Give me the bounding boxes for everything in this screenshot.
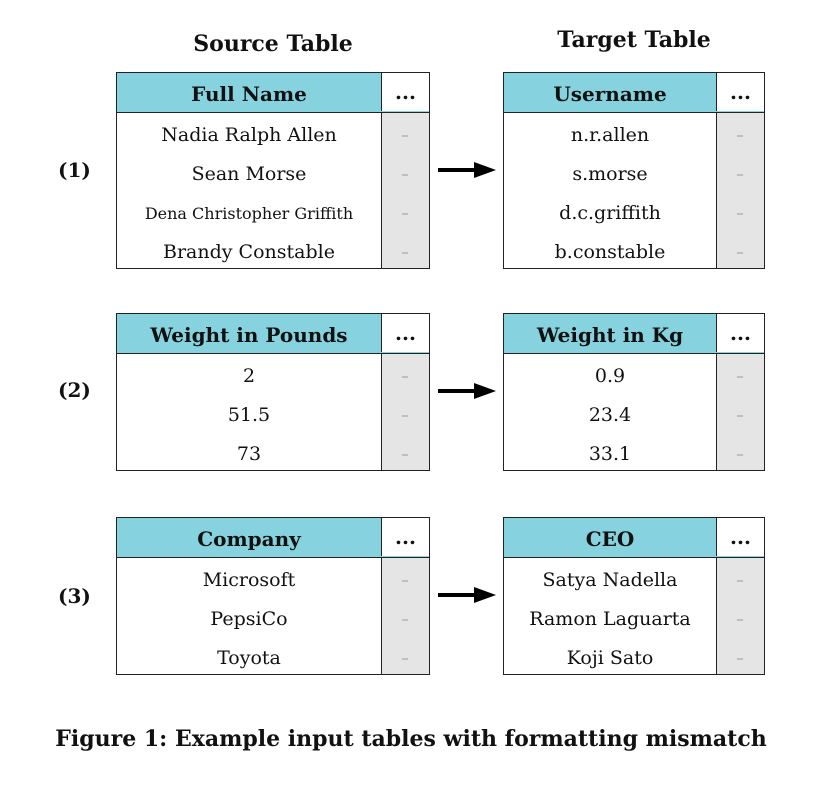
placeholder-dash: – <box>401 571 409 589</box>
row-label: (3) <box>58 584 91 608</box>
row-label: (1) <box>58 158 91 182</box>
column-header: Username <box>553 82 667 106</box>
column-header: CEO <box>585 527 635 551</box>
row-label: (2) <box>58 378 91 402</box>
placeholder-dash: – <box>736 126 744 144</box>
more-columns-header: ... <box>381 73 429 111</box>
placeholder-dash: – <box>736 406 744 424</box>
source-table-title: Source Table <box>193 31 353 57</box>
more-columns-header: ... <box>716 314 764 352</box>
table-cell: 2 <box>242 365 256 387</box>
table-cell: Dena Christopher Griffith <box>144 204 354 223</box>
placeholder-dash: – <box>401 165 409 183</box>
table-cell: n.r.allen <box>570 124 650 146</box>
more-columns-header: ... <box>381 314 429 352</box>
table-cell: 0.9 <box>594 365 626 387</box>
placeholder-dash: – <box>736 243 744 261</box>
target-table <box>503 313 765 471</box>
table-cell: PepsiCo <box>210 608 288 630</box>
placeholder-dash: – <box>736 367 744 385</box>
target-table <box>503 72 765 269</box>
column-header: Full Name <box>191 82 307 106</box>
table-cell: Toyota <box>217 647 281 669</box>
placeholder-dash: – <box>736 204 744 222</box>
table-cell: Sean Morse <box>191 163 307 185</box>
source-table <box>116 517 430 675</box>
table-cell: Ramon Laguarta <box>529 608 691 630</box>
table-cell: Microsoft <box>202 569 296 591</box>
table-cell: 73 <box>236 443 262 465</box>
table-cell: 51.5 <box>227 404 271 426</box>
more-columns-header: ... <box>381 518 429 556</box>
placeholder-dash: – <box>736 649 744 667</box>
placeholder-dash: – <box>401 445 409 463</box>
figure-caption: Figure 1: Example input tables with formatting mismatch <box>55 726 767 752</box>
placeholder-dash: – <box>401 243 409 261</box>
source-table <box>116 72 430 269</box>
placeholder-dash: – <box>401 610 409 628</box>
placeholder-dash: – <box>736 571 744 589</box>
source-table <box>116 313 430 471</box>
arrow-right-icon <box>438 587 496 603</box>
placeholder-dash: – <box>401 126 409 144</box>
column-header: Weight in Kg <box>536 323 684 347</box>
column-header: Company <box>197 527 301 551</box>
table-cell: 33.1 <box>588 443 632 465</box>
placeholder-dash: – <box>401 367 409 385</box>
table-cell: b.constable <box>554 241 666 263</box>
table-cell: 23.4 <box>588 404 632 426</box>
more-columns-header: ... <box>716 518 764 556</box>
table-cell: Brandy Constable <box>163 241 335 263</box>
table-cell: s.morse <box>572 163 648 185</box>
table-cell: d.c.griffith <box>559 202 661 224</box>
table-cell: Koji Sato <box>566 647 654 669</box>
more-columns-header: ... <box>716 73 764 111</box>
table-cell: Nadia Ralph Allen <box>161 124 337 146</box>
placeholder-dash: – <box>401 204 409 222</box>
placeholder-dash: – <box>401 406 409 424</box>
table-cell: Satya Nadella <box>542 569 678 591</box>
arrow-right-icon <box>438 162 496 178</box>
placeholder-dash: – <box>736 610 744 628</box>
placeholder-dash: – <box>401 649 409 667</box>
placeholder-dash: – <box>736 165 744 183</box>
arrow-right-icon <box>438 383 496 399</box>
target-table-title: Target Table <box>557 27 711 53</box>
column-header: Weight in Pounds <box>150 323 348 347</box>
placeholder-dash: – <box>736 445 744 463</box>
target-table <box>503 517 765 675</box>
